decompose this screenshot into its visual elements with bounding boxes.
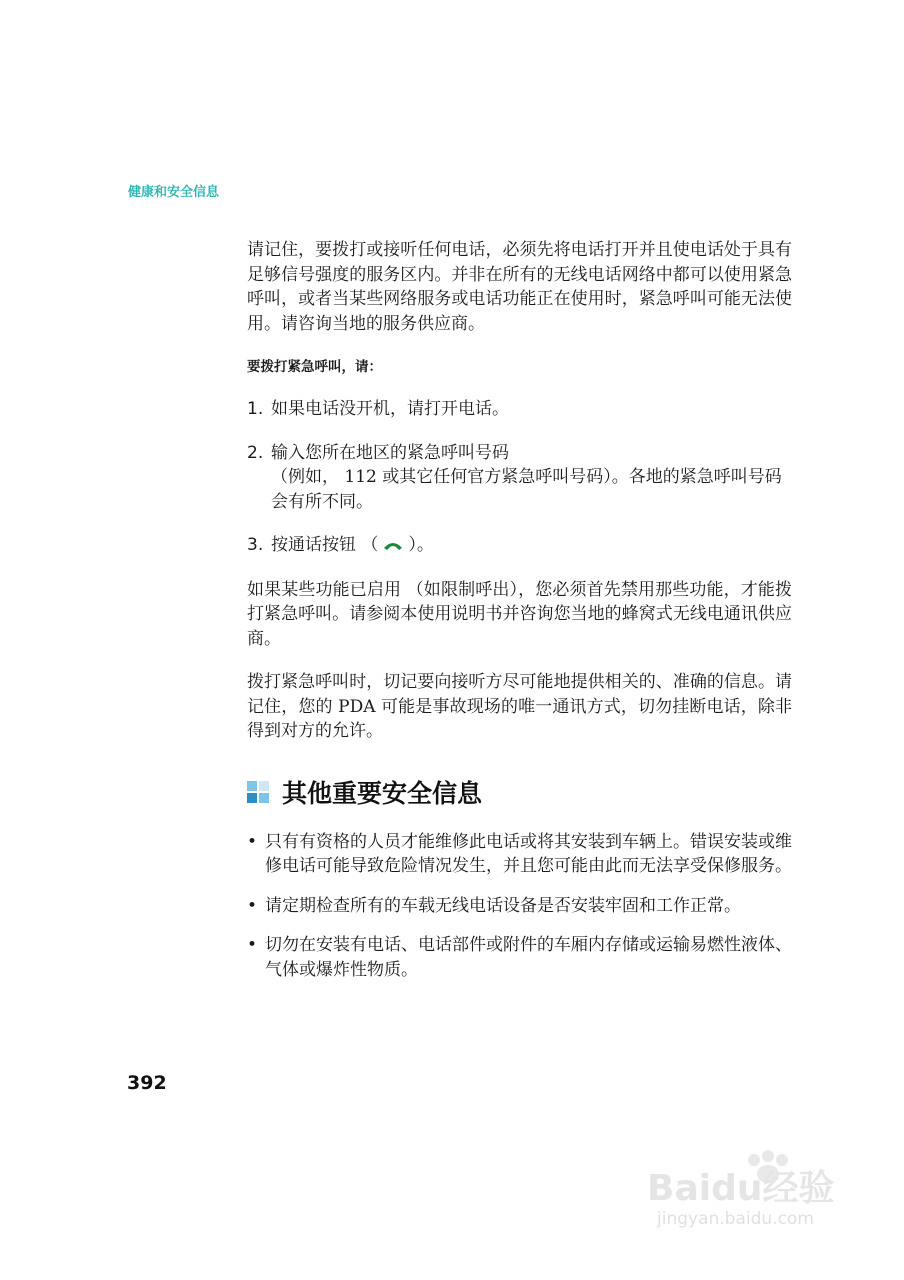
intro-paragraph: 请记住，要拨打或接听任何电话，必须先将电话打开并且使电话处于具有足够信号强度的服务区内。并非在所有的无线电话网络中都可以使用紧急呼叫，或者当某些网络服务或电话功能正在使用时，紧急呼叫可能无法使用。请咨询当地的服务供应商。 xyxy=(247,240,792,334)
call-button-icon xyxy=(378,534,408,559)
svg-text:jingyan.baidu.com: jingyan.baidu.com xyxy=(657,1209,814,1229)
restriction-paragraph: 如果某些功能已启用 （如限制呼出），您必须首先禁用那些功能，才能拨打紧急呼叫。请参阅本使用说明书并咨询您当地的蜂窝式无线电通讯供应商。 xyxy=(247,579,792,649)
section-squares-icon xyxy=(247,781,269,803)
step-text: 如果电话没开机，请打开电话。 xyxy=(271,399,509,419)
step-text: 输入您所在地区的紧急呼叫号码 xyxy=(271,442,509,463)
call-info-paragraph: 拨打紧急呼叫时，切记要向接听方尽可能地提供相关的、准确的信息。请记住，您的 PDA 可能是事故现场的唯一通讯方式，切勿挂断电话，除非得到对方的允许。 xyxy=(247,672,792,741)
step-text-end: ）。 xyxy=(408,535,434,555)
step-text: 按通话按钮 （ xyxy=(271,535,379,555)
bullet-icon: • xyxy=(247,935,258,955)
list-item xyxy=(247,830,792,879)
step-text-detail: （例如， 112 或其它任何官方紧急呼叫号码）。各地的紧急呼叫号码会有所不同。 xyxy=(271,467,782,512)
list-item xyxy=(247,933,792,982)
step-1 xyxy=(247,397,792,422)
step-3 xyxy=(247,533,792,559)
section-title-text: 其他重要安全信息 xyxy=(282,778,483,808)
list-item-text: 只有有资格的人员才能维修此电话或将其安装到车辆上。错误安装或维修电话可能导致危险情况发生，并且您可能由此而无法享受保修服务。 xyxy=(265,831,792,876)
page-number: 392 xyxy=(127,1072,167,1094)
running-header: 健康和安全信息 xyxy=(128,185,220,200)
bullet-icon: • xyxy=(247,895,258,916)
baidu-watermark-logo xyxy=(642,1150,862,1230)
emergency-subheading: 要拨打紧急呼叫，请： xyxy=(247,359,382,375)
main-content xyxy=(247,238,792,997)
svg-text:Baidu经验: Baidu经验 xyxy=(647,1168,835,1209)
step-number: 2. xyxy=(247,442,264,463)
bullet-icon: • xyxy=(247,831,258,852)
list-item-text: 请定期检查所有的车载无线电话设备是否安装牢固和工作正常。 xyxy=(265,895,741,916)
step-number: 1. xyxy=(247,399,264,419)
list-item xyxy=(247,894,792,919)
step-number: 3. xyxy=(247,535,264,555)
list-item-text: 切勿在安装有电话、电话部件或附件的车厢内存储或运输易燃性液体、气体或爆炸性物质。 xyxy=(265,935,792,980)
section-heading xyxy=(247,774,792,810)
step-2 xyxy=(247,441,792,515)
